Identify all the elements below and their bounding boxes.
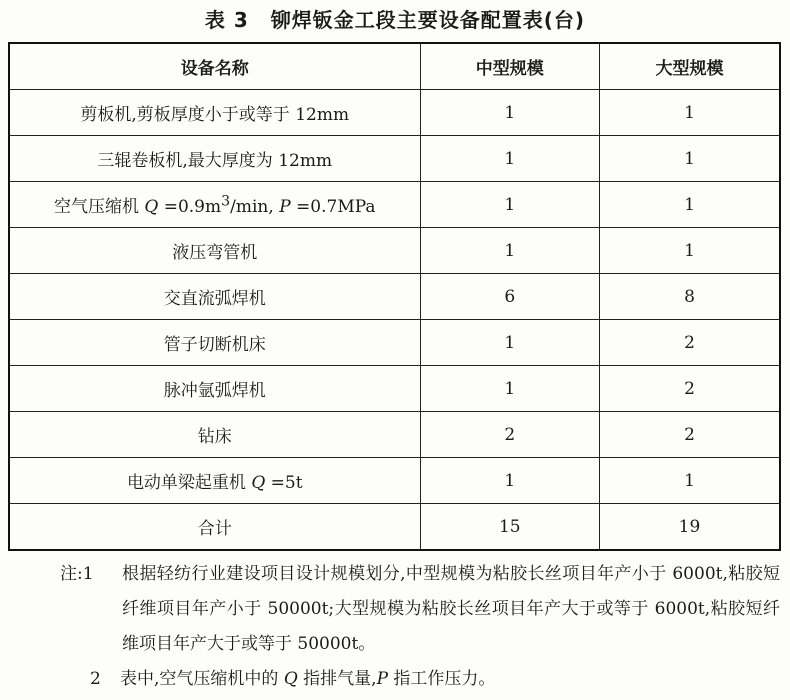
- table-row: [9, 90, 780, 136]
- large-count: 2: [600, 366, 781, 412]
- table-caption: 铆焊钣金工段主要设备配置表(台): [270, 8, 586, 32]
- medium-total: 15: [420, 504, 599, 551]
- large-count: 2: [600, 320, 781, 366]
- large-count: 1: [600, 458, 781, 504]
- large-count: 1: [600, 182, 781, 228]
- equipment-name: 电动单梁起重机 Q =5t: [9, 458, 420, 504]
- note-2: [60, 662, 780, 697]
- table-row: [9, 412, 780, 458]
- header-equipment-name: 设备名称: [9, 43, 420, 90]
- note-1-text: 根据轻纺行业建设项目设计规模划分,中型规模为粘胶长丝项目年产小于 6000t,粘胶短纤维项目年产小于 50000t;大型规模为粘胶长丝项目年产大于或等于 6000t,粘胶短纤维项目年产大于或等于 50000t。: [122, 564, 781, 654]
- total-row: [9, 504, 780, 551]
- large-count: 1: [600, 136, 781, 182]
- medium-count: 1: [420, 90, 599, 136]
- note-2-text: 表中,空气压缩机中的 Q 指排气量,P 指工作压力。: [120, 669, 496, 689]
- large-total: 19: [600, 504, 781, 551]
- equipment-table: [8, 42, 781, 551]
- total-label: 合计: [9, 504, 420, 551]
- table-row: [9, 320, 780, 366]
- medium-count: 1: [420, 458, 599, 504]
- note-1: [60, 557, 780, 662]
- medium-count: 1: [420, 366, 599, 412]
- header-row: [9, 43, 780, 90]
- table-title: [0, 4, 790, 33]
- equipment-name: 脉冲氩弧焊机: [9, 366, 420, 412]
- medium-count: 1: [420, 228, 599, 274]
- equipment-name: 剪板机,剪板厚度小于或等于 12mm: [9, 90, 420, 136]
- equipment-name: 管子切断机床: [9, 320, 420, 366]
- note-1-label: 注:1: [60, 564, 94, 584]
- medium-count: 1: [420, 182, 599, 228]
- large-count: 1: [600, 90, 781, 136]
- large-count: 8: [600, 274, 781, 320]
- table-row: [9, 136, 780, 182]
- table-row: [9, 458, 780, 504]
- equipment-name: 三辊卷板机,最大厚度为 12mm: [9, 136, 420, 182]
- large-count: 1: [600, 228, 781, 274]
- table-row: [9, 274, 780, 320]
- table-row: [9, 228, 780, 274]
- equipment-name: 空气压缩机 $Q =0.9m^3/\min$, P =0.7MPa: [9, 182, 420, 228]
- equipment-name: 钻床: [9, 412, 420, 458]
- medium-count: 2: [420, 412, 599, 458]
- note-2-label: 2: [90, 669, 101, 689]
- medium-count: 1: [420, 320, 599, 366]
- header-medium-scale: 中型规模: [420, 43, 599, 90]
- table-row: [9, 182, 780, 228]
- table-notes: [60, 557, 780, 697]
- table-number: 表 3: [204, 8, 249, 32]
- table-row: [9, 366, 780, 412]
- equipment-name: 交直流弧焊机: [9, 274, 420, 320]
- large-count: 2: [600, 412, 781, 458]
- medium-count: 1: [420, 136, 599, 182]
- equipment-name: 液压弯管机: [9, 228, 420, 274]
- medium-count: 6: [420, 274, 599, 320]
- header-large-scale: 大型规模: [600, 43, 781, 90]
